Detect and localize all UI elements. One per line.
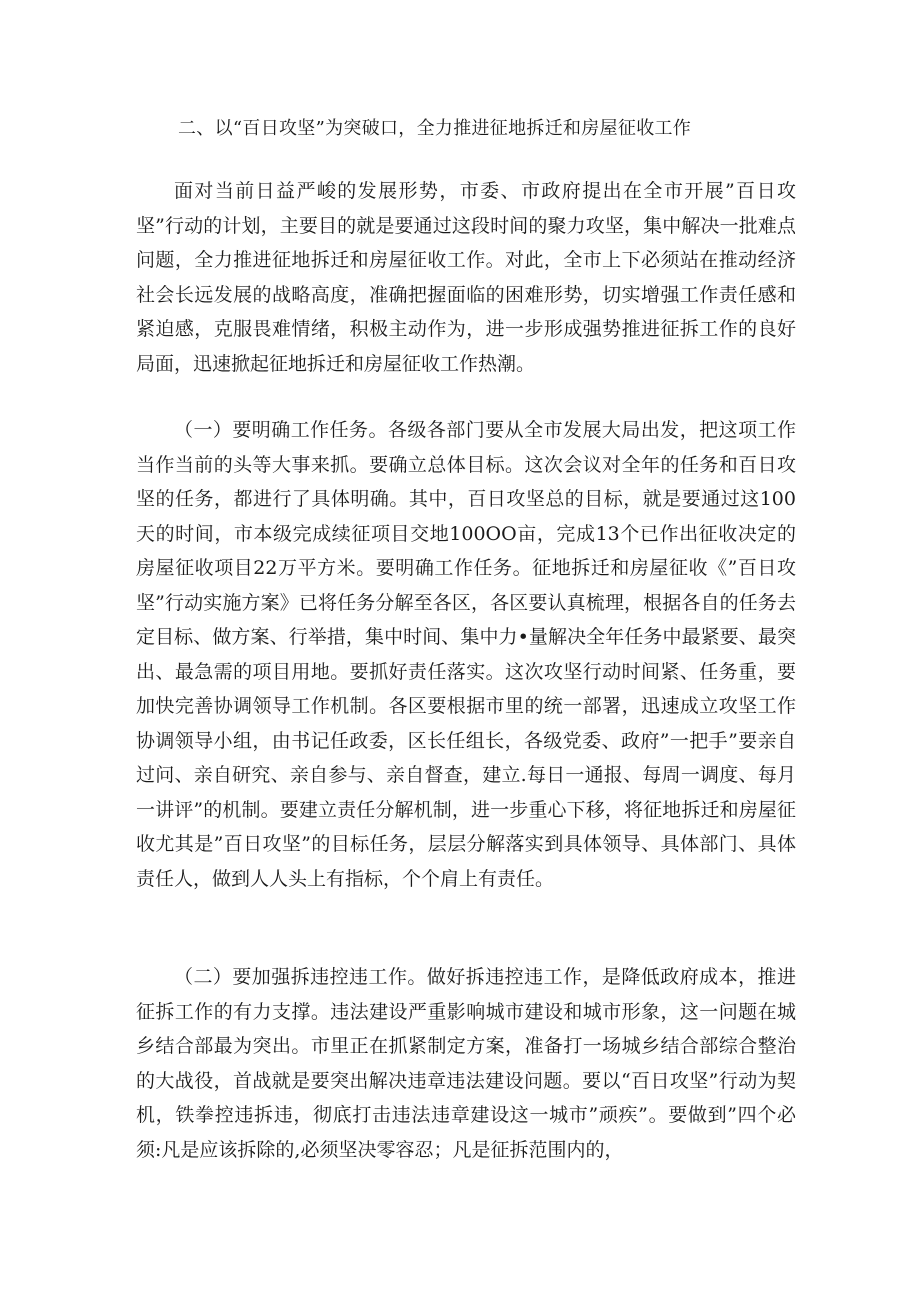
paragraph-intro: 面对当前日益严峻的发展形势，市委、市政府提出在全市开展”百日攻坚”行动的计划，主要目的就是要通过这段时间的聚力攻坚，集中解决一批难点问题，全力推进征地拆迁和房屋征收工作。对此，全市上下必须站在推动经济社会长远发展的战略高度，准确把握面临的困难形势，切实增强工作责任感和紧迫感，克服畏难情绪，积极主动作为，进一步形成强势推进征拆工作的良好局面，迅速掀起征地拆迁和房屋征收工作热潮。 <box>136 180 796 375</box>
section-heading: 二、以“百日攻坚”为突破口，全力推进征地拆迁和房屋征收工作 <box>178 118 692 139</box>
paragraph-demolition: （二）要加强拆违控违工作。做好拆违控违工作，是降低政府成本，推进征拆工作的有力支撑。违法建设严重影响城市建设和城市形象，这一问题在城乡结合部最为突出。市里正在抓紧制定方案，准备打一场城乡结合部综合整治的大战役，首战就是要突出解决违章违法建设问题。要以“百日攻坚”行动为契机，铁拳控违拆违，彻底打击违法违章建设这一城市”顽疾”。要做到”四个必须:凡是应该拆除的,必须坚决零容忍；凡是征拆范围内的， <box>136 966 796 1161</box>
paragraph-task: （一）要明确工作任务。各级各部门要从全市发展大局出发，把这项工作当作当前的头等大事来抓。要确立总体目标。这次会议对全年的任务和百日攻坚的任务，都进行了具体明确。其中，百日攻坚总的目标，就是要通过这100天的时间，市本级完成续征项目交地100OO亩，完成13个已作出征收决定的房屋征收项目22万平方米。要明确工作任务。征地拆迁和房屋征收《”百日攻坚”行动实施方案》已将任务分解至各区，各区要认真梳理，根据各自的任务去定目标、做方案、行举措，集中时间、集中力•量解决全年任务中最紧要、最突出、最急需的项目用地。要抓好责任落实。这次攻坚行动时间紧、任务重，要加快完善协调领导工作机制。各区要根据市里的统一部署，迅速成立攻坚工作协调领导小组，由书记任政委，区长任组长，各级党委、政府”一把手”要亲自过问、亲自研究、亲自参与、亲自督查，建立.每日一通报、每周一调度、每月一讲评”的机制。要建立责任分解机制，进一步重心下移，将征地拆迁和房屋征收尤其是”百日攻坚”的目标任务，层层分解落实到具体领导、具体部门、具体责任人，做到人人头上有指标，个个肩上有责任。 <box>136 419 796 890</box>
